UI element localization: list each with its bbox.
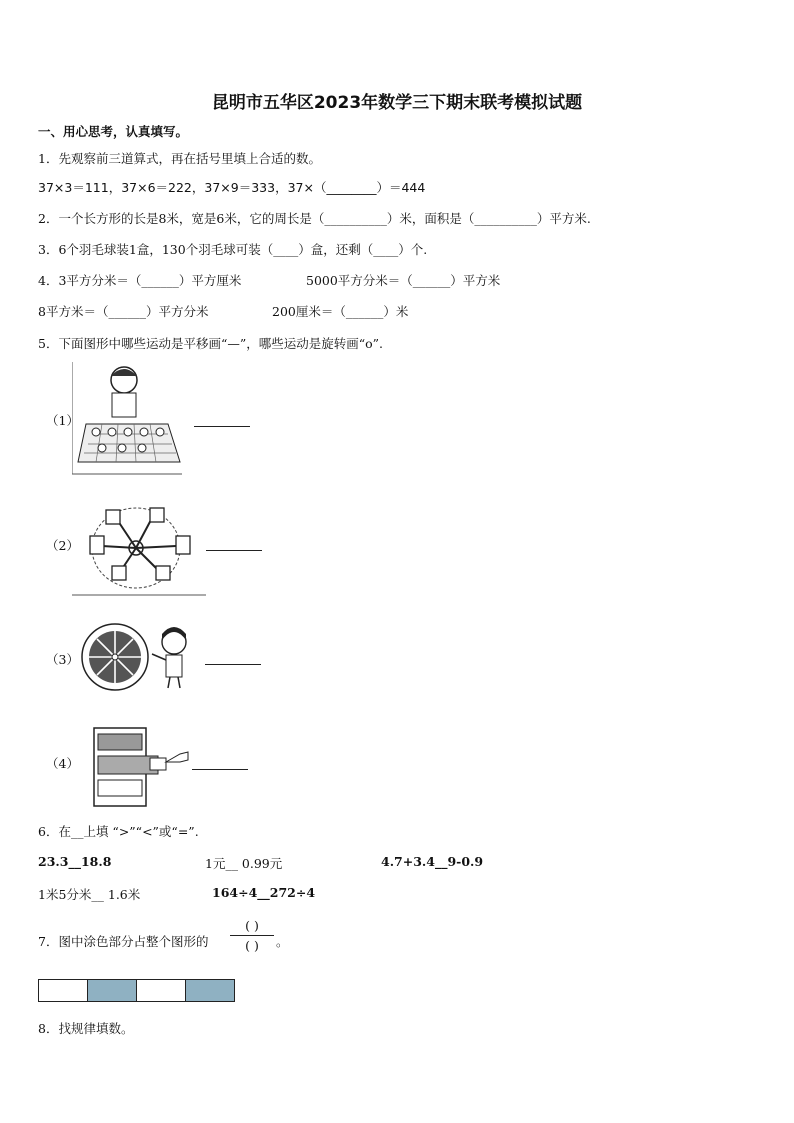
shaded-strip — [38, 979, 235, 1002]
compare-c: 4.7+3.4__9-0.9 — [381, 854, 484, 869]
question-1-formula: 37×3＝111，37×6＝222，37×9＝333，37×（________）＝444 — [38, 180, 426, 195]
strip-cell-white — [137, 980, 186, 1001]
fraction-bar — [230, 935, 274, 936]
answer-line-1[interactable] — [194, 426, 250, 427]
strip-cell-shaded — [186, 980, 234, 1001]
question-7: 7．图中涂色部分占整个图形的 — [38, 934, 209, 949]
compare-d: 1米5分米__ 1.6米 — [38, 887, 141, 902]
compare-e: 164÷4__272÷4 — [212, 885, 316, 900]
fraction-numerator[interactable]: ( ) — [245, 918, 259, 933]
chess-boy-figure — [72, 362, 184, 476]
figure-1-label: （1） — [46, 413, 79, 428]
question-4-c: 8平方米＝（______）平方分米 — [38, 304, 209, 319]
spinner-girl-figure — [80, 622, 198, 692]
compare-b: 1元__ 0.99元 — [205, 856, 283, 871]
strip-cell-shaded — [88, 980, 137, 1001]
question-4-b: 5000平方分米＝（______）平方米 — [306, 273, 501, 288]
answer-line-3[interactable] — [205, 664, 261, 665]
answer-line-4[interactable] — [192, 769, 248, 770]
section-heading: 一、用心思考，认真填写。 — [38, 124, 189, 139]
question-3: 3．6个羽毛球装1盒，130个羽毛球可装（____）盒，还剩（____）个. — [38, 242, 428, 257]
fraction-denominator[interactable]: ( ) — [245, 938, 259, 953]
fraction-answer — [230, 918, 274, 953]
page-title: 昆明市五华区2023年数学三下期末联考模拟试题 — [211, 93, 583, 113]
question-4-a: 4．3平方分米＝（______）平方厘米 — [38, 273, 242, 288]
strip-cell-white — [39, 980, 88, 1001]
compare-a: 23.3__18.8 — [38, 854, 112, 869]
question-1: 1．先观察前三道算式，再在括号里填上合适的数。 — [38, 151, 321, 166]
figure-4-label: （4） — [46, 756, 79, 771]
drawer-figure — [88, 726, 192, 808]
question-7-period: 。 — [276, 934, 289, 949]
figure-2-label: （2） — [46, 538, 79, 553]
answer-line-2[interactable] — [206, 550, 262, 551]
question-5: 5．下面图形中哪些运动是平移画“—”，哪些运动是旋转画“o”. — [38, 336, 384, 351]
question-2: 2．一个长方形的长是8米，宽是6米，它的周长是（__________）米，面积是（__________）平方米. — [38, 211, 591, 226]
question-6: 6．在__上填 “>”“<”或“=”. — [38, 824, 199, 839]
carousel-figure — [72, 500, 208, 596]
figure-3-label: （3） — [46, 652, 79, 667]
question-4-d: 200厘米＝（______）米 — [272, 304, 409, 319]
question-8: 8．找规律填数。 — [38, 1021, 134, 1036]
